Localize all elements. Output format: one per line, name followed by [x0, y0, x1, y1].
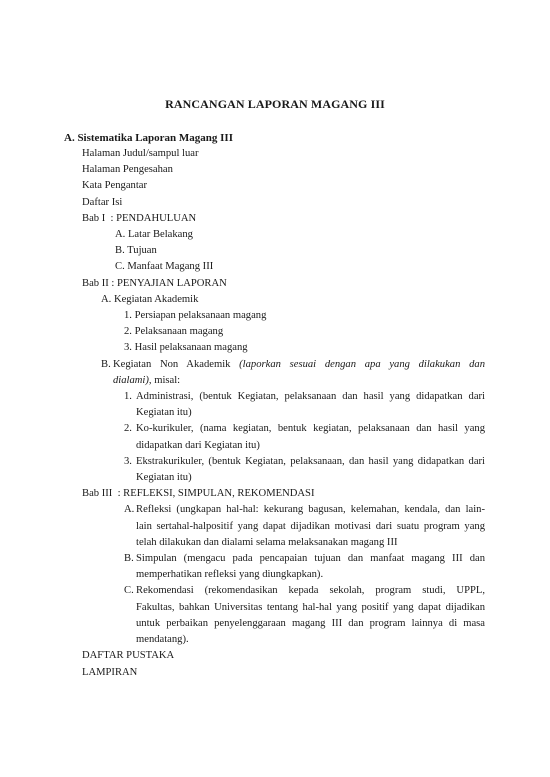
- front-item: Halaman Judul/sampul luar: [82, 148, 199, 159]
- bab3-title: Bab III : REFLEKSI, SIMPULAN, REKOMENDASI: [82, 488, 315, 500]
- bab3-item-row: Simpulan (mengacu pada pencapaian tujuan dan manfaat magang III dan: [136, 553, 485, 565]
- bab3-item: [0, 502, 485, 551]
- bab3-item-label: A.: [124, 504, 135, 516]
- bab3-item: [0, 583, 485, 648]
- bab3-item-row: lain sertahal-halpositif yang dapat dijadikan motivasi dari suatu program yang: [136, 520, 485, 532]
- bab2-b-item-row: Administrasi, (bentuk Kegiatan, pelaksanaan dan hasil yang didapatkan dari: [136, 391, 485, 403]
- bab2-b-text: misal:: [154, 374, 181, 386]
- bab2-b-item-num: 2.: [124, 423, 132, 435]
- bab2-b-item-row: Kegiatan itu): [136, 472, 192, 484]
- bab2-title: Bab II : PENYAJIAN LAPORAN: [82, 277, 227, 289]
- bab2-b-item-row: Ko-kurikuler, (nama kegiatan, bentuk kegiatan, pelaksanaan dan hasil yang: [136, 423, 485, 435]
- bab2-b-row: [113, 357, 485, 373]
- lampiran: LAMPIRAN: [82, 666, 138, 678]
- bab3-item-row: untuk perbaikan penyelenggaraan magang III dan program lainnya di masa: [136, 617, 485, 629]
- section-heading: A. Sistematika Laporan Magang III: [64, 132, 233, 144]
- bab2-b-text: Kegiatan Non Akademik: [113, 358, 231, 370]
- section-content: [0, 146, 550, 681]
- bab3-item-row: Rekomendasi (rekomendasikan kepada sekolah, program studi, UPPL,: [136, 585, 485, 597]
- bab2-b-row: [113, 373, 485, 389]
- bab2-b-item: [0, 389, 485, 421]
- front-item: Daftar Isi: [82, 196, 123, 208]
- bab1-item: C. Manfaat Magang III: [115, 261, 214, 273]
- bab2-b-item-row: Ekstrakurikuler, (bentuk Kegiatan, pelaksanaan, dan hasil yang didapatkan dari: [136, 455, 485, 467]
- bab2-a-item: 3. Hasil pelaksanaan magang: [124, 342, 248, 354]
- bab2-a-item: 1. Persiapan pelaksanaan magang: [124, 310, 267, 322]
- bab3-item-label: B.: [124, 553, 134, 565]
- front-item: Halaman Pengesahan: [82, 164, 173, 176]
- bab2-b-block: [0, 357, 485, 389]
- bab3-item-label: C.: [124, 585, 134, 597]
- bab2-a-label: A. Kegiatan Akademik: [101, 293, 199, 305]
- bab2-b-italic: (laporkan sesuai dengan apa yang dilakukan dan: [239, 358, 485, 370]
- bab2-b-item-row: didapatkan dari Kegiatan itu): [136, 439, 260, 451]
- bab3-item-row: memperhatikan refleksi yang diungkapkan).: [136, 569, 324, 581]
- daftar-pustaka: DAFTAR PUSTAKA: [82, 650, 175, 662]
- bab2-b-italic: dialami),: [113, 374, 152, 386]
- bab3-item: [0, 551, 485, 583]
- front-item: Kata Pengantar: [82, 180, 148, 192]
- bab1-item: A. Latar Belakang: [115, 229, 193, 241]
- bab3-item-row: telah dilakukan dan dialami selama melaksanakan magang III: [136, 536, 398, 548]
- bab2-b-item: [0, 421, 485, 453]
- document-title: RANCANGAN LAPORAN MAGANG III: [165, 97, 385, 111]
- bab1-title: Bab I : PENDAHULUAN: [82, 212, 197, 224]
- bab2-b-label: B.: [101, 358, 111, 370]
- bab2-a-item: 2. Pelaksanaan magang: [124, 326, 224, 338]
- bab2-b-item-num: 1.: [124, 391, 132, 403]
- bab2-b-item: [0, 454, 485, 486]
- bab3-item-row: mendatang).: [136, 634, 189, 646]
- bab3-item-row: Refleksi (ungkapan hal-hal: kekurang bagusan, kelemahan, kendala, dan lain-: [136, 504, 485, 516]
- bab2-b-item-row: Kegiatan itu): [136, 407, 192, 419]
- bab2-b-item-num: 3.: [124, 455, 132, 467]
- bab1-item: B. Tujuan: [115, 245, 157, 257]
- bab3-item-row: Fakultas, bahkan Universitas tentang hal-hal yang positif yang dapat dijadikan: [136, 601, 485, 613]
